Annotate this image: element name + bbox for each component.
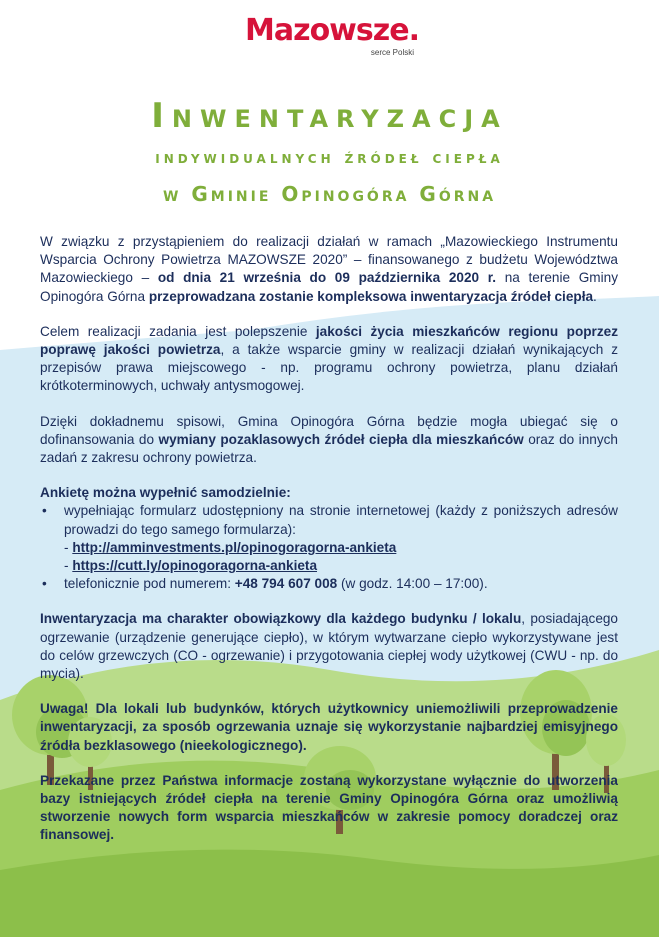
data-use-text: Przekazane przez Państwa informacje zostaną wykorzystane wyłącznie do utworzenia bazy istniejących źródeł ciepła na terenie Gminy Opinogóra Górna oraz umożliwią stworzenie nowych form wsparcia mieszkańców w zakresie pomocy doradczej oraz finansowej. xyxy=(40,772,618,843)
logo-tagline: serce Polski xyxy=(370,48,414,57)
emphasis: jakości życia mieszkańców regionu poprzez poprawę jakości powietrza xyxy=(40,323,618,358)
bullet-icon: • xyxy=(42,503,47,519)
page-subtitle-location: w Gminie Opinogóra Górna xyxy=(162,182,497,206)
text: . xyxy=(593,288,597,304)
survey-section xyxy=(40,484,618,593)
dash: - xyxy=(64,539,73,555)
text: W związku z przystąpieniem do realizacji działań w ramach „Mazowieckiego Instrumentu Wsparcia Ochrony Powietrza MAZOWSZE 2020” – finansowanego z budżetu Województwa Mazowieckiego – xyxy=(40,234,618,286)
phone-number: +48 794 607 008 xyxy=(234,576,338,592)
page-subtitle: indywidualnych źródeł ciepła xyxy=(155,148,504,168)
text: telefonicznie pod numerem: xyxy=(64,576,235,592)
text: (w godz. 14:00 – 17:00). xyxy=(337,576,488,592)
emphasis: przeprowadzana zostanie kompleksowa inwentaryzacja źródeł ciepła xyxy=(148,288,594,304)
emphasis: wymiany pozaklasowych źródeł ciepła dla mieszkańców xyxy=(158,431,524,447)
warning-text: Uwaga! Dla lokali lub budynków, których użytkownicy uniemożliwili przeprowadzenie inwentaryzacji, za sposób ogrzewania uznaje się wykorzystanie najbardziej emisyjnego źródła bezklasowego (nieekologicznego). xyxy=(40,701,618,753)
text: , posiadającego ogrzewanie (urządzenie generujące ciepło), w którym wytwarzane ciepło wykorzystywane jest do celów grzewczych (CO - ogrzewanie) i przygotowania ciepłej wody użytkowej (CWU - np. do mycia). xyxy=(40,611,618,682)
survey-options-list xyxy=(40,502,618,593)
dash: - xyxy=(64,558,73,574)
survey-heading: Ankietę można wypełnić samodzielnie: xyxy=(40,485,291,501)
text: na terenie Gminy Opinogóra Górna xyxy=(40,270,618,304)
text: wypełniając formularz udostępniony na stronie internetowej (każdy z poniższych adresów prowadzi do tego samego formularza): xyxy=(64,503,618,537)
emphasis: Inwentaryzacja ma charakter obowiązkowy dla każdego budynku / lokalu xyxy=(40,611,522,627)
text: oraz do innych zadań z zakresu ochrony powietrza. xyxy=(40,431,618,466)
bullet-icon: • xyxy=(42,576,47,592)
text: Celem realizacji zadania jest polepszenie xyxy=(40,323,316,339)
paragraph-funding xyxy=(40,413,618,468)
survey-link-1[interactable]: http://amminvestments.pl/opinogoragorna-ankieta xyxy=(72,539,397,555)
date-range: od dnia 21 września do 09 października 2020 r. xyxy=(157,270,497,286)
paragraph-warning xyxy=(40,700,618,755)
paragraph-data-use xyxy=(40,772,618,845)
document-body xyxy=(40,233,618,862)
text: , a także wsparcie gminy w realizacji działań wynikających z przepisów prawa miejscowego - np. programu ochrony powietrza, planu działań krótkoterminowych, uchwały antysmogowej. xyxy=(40,342,618,394)
logo-brand: Mazowsze. xyxy=(245,13,419,48)
paragraph-intro xyxy=(40,233,618,306)
list-item xyxy=(40,502,618,575)
mazowsze-logo xyxy=(232,13,432,62)
survey-link-2[interactable]: https://cutt.ly/opinogoragorna-ankieta xyxy=(72,558,318,574)
text: Dzięki dokładnemu spisowi, Gmina Opinogóra Górna będzie mogła ubiegać się o dofinansowania do xyxy=(40,413,618,447)
paragraph-obligation xyxy=(40,610,618,683)
list-item xyxy=(40,575,618,593)
page-title: Inwentaryzacja xyxy=(151,96,508,136)
paragraph-goal xyxy=(40,323,618,396)
